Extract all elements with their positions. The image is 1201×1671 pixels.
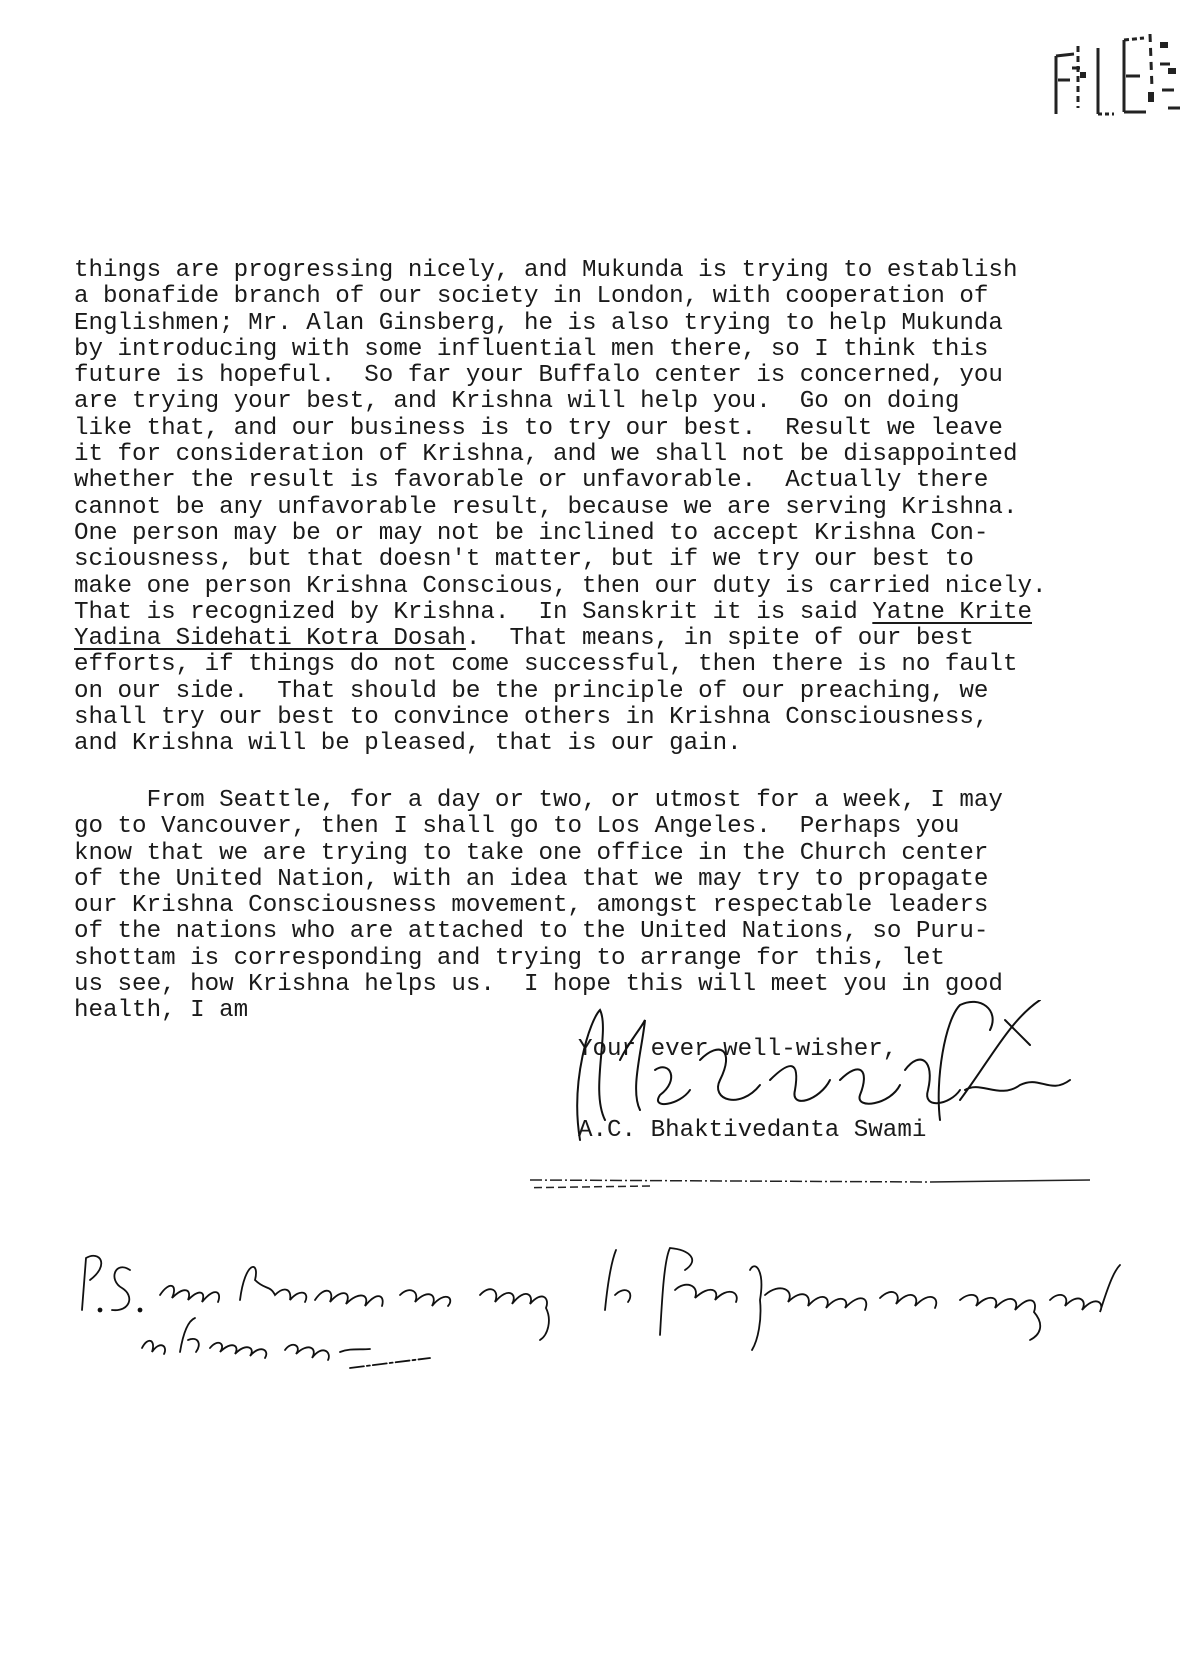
text-line: cannot be any unfavorable result, because we are serving Krishna. [74, 493, 1018, 521]
text-line: health, I am [74, 997, 249, 1025]
text-line: make one person Krishna Conscious, then our duty is carried nicely. [74, 572, 1047, 600]
text-line: of the nations who are attached to the United Nations, so Puru- [74, 918, 989, 946]
handwritten-signature [560, 1000, 1120, 1150]
file-stamp [1050, 28, 1185, 118]
text-line: From Seattle, for a day or two, or utmost for a week, I may [74, 787, 1003, 814]
text-line: That is recognized by Krishna. In Sanskrit it is said [74, 598, 873, 626]
text-line: it for consideration of Krishna, and we shall not be disappointed [74, 441, 1018, 469]
letter-paragraph-1 [74, 258, 1164, 758]
text-line: on our side. That should be the principle of our preaching, we [74, 677, 989, 705]
text-line: us see, how Krishna helps us. I hope this will meet you in good [74, 971, 1003, 999]
signature-rule [530, 1140, 1100, 1190]
text-line: our Krishna Consciousness movement, amongst respectable leaders [74, 892, 989, 920]
typed-signature-name: A.C. Bhaktivedanta Swami [578, 1117, 927, 1144]
text-line: of the United Nation, with an idea that we may try to propagate [74, 865, 989, 893]
text-line: a bonafide branch of our society in London, with cooperation of [74, 283, 989, 311]
text-line: shottam is corresponding and trying to arrange for this, let [74, 944, 945, 972]
closing-salutation: Your ever well-wisher, [578, 1036, 898, 1063]
text-line: things are progressing nicely, and Mukunda is trying to establish [74, 257, 1018, 284]
sanskrit-quote-part1: Yatne Krite [872, 598, 1032, 626]
text-line: One person may be or may not be inclined to accept Krishna Con- [74, 519, 989, 547]
text-line: shall try our best to convince others in Krishna Consciousness, [74, 704, 989, 732]
handwritten-postscript [60, 1240, 1140, 1370]
text-line: efforts, if things do not come successful, then there is no fault [74, 651, 1018, 679]
text-line: know that we are trying to take one office in the Church center [74, 839, 989, 867]
text-line: whether the result is favorable or unfavorable. Actually there [74, 467, 989, 495]
text-line: Englishmen; Mr. Alan Ginsberg, he is also trying to help Mukunda [74, 309, 1003, 337]
text-line: sciousness, but that doesn't matter, but if we try our best to [74, 546, 974, 574]
text-line: go to Vancouver, then I shall go to Los Angeles. Perhaps you [74, 813, 960, 841]
text-line: like that, and our business is to try our best. Result we leave [74, 414, 1003, 442]
sanskrit-quote-part2: Yadina Sidehati Kotra Dosah [74, 625, 466, 653]
text-line: . That means, in spite of our best [465, 625, 974, 653]
text-line: and Krishna will be pleased, that is our gain. [74, 730, 742, 758]
text-line: future is hopeful. So far your Buffalo center is concerned, you [74, 362, 1003, 390]
text-line: by introducing with some influential men there, so I think this [74, 335, 989, 363]
text-line: are trying your best, and Krishna will help you. Go on doing [74, 388, 960, 416]
file-stamp-graphic [1050, 28, 1185, 118]
letter-paragraph-2 [74, 788, 1164, 1025]
